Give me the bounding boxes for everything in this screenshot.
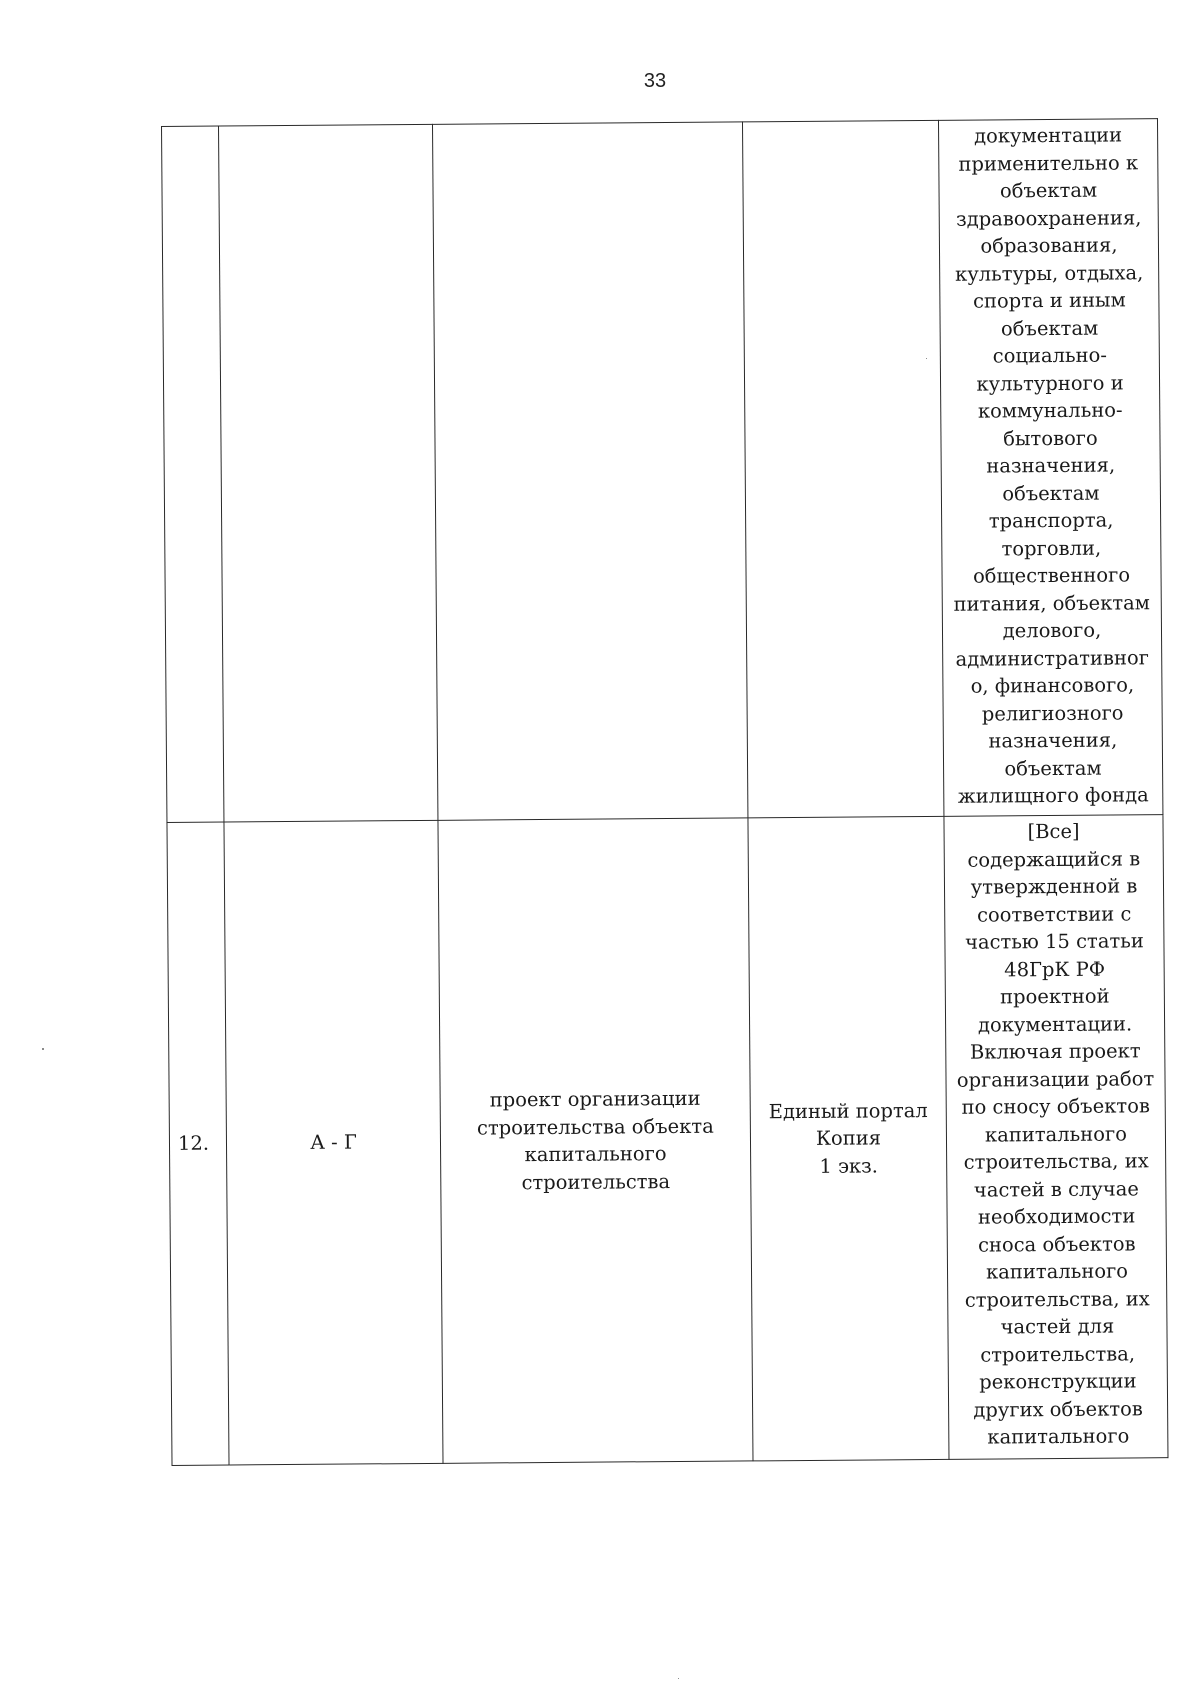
- note-cell: документации применительно к объектам здравоохранения, образования, культуры, отдыха, спорта и иным объектам социально- культурного и коммунально- бытового назначения, объектам транспорта, торговли, общественного питания, объектам делового, административног о, финансового, религиозного назначения, объектам жилищного фонда: [938, 119, 1162, 817]
- row-number-cell: [162, 126, 224, 822]
- scan-speck: [678, 1678, 679, 1679]
- applicant-category-cell: А - Г: [224, 820, 443, 1465]
- submission-format-cell: [742, 120, 943, 818]
- document-name-cell: [432, 122, 747, 820]
- table-row: [167, 815, 1168, 1466]
- note-cell: [Все] содержащийся в утвержденной в соответствии с частью 15 статьи 48ГрК РФ проектной документации. Включая проект организации работ по сносу объектов капитального строительства, их частей в случае необходимости сноса объектов капитального строительства, их частей для строительства, реконструкции других объектов капитального: [944, 815, 1168, 1460]
- document-table: [161, 118, 1168, 1466]
- scan-speck: [926, 358, 927, 359]
- submission-format-cell: Единый портал Копия 1 экз.: [748, 816, 949, 1461]
- page-number: 33: [643, 70, 667, 92]
- scan-speck: [42, 1048, 44, 1050]
- row-number-cell: 12.: [167, 822, 229, 1465]
- table-row: [162, 119, 1163, 823]
- document-name-cell: проект организации строительства объекта капитального строительства: [438, 818, 753, 1463]
- applicant-category-cell: [219, 124, 438, 822]
